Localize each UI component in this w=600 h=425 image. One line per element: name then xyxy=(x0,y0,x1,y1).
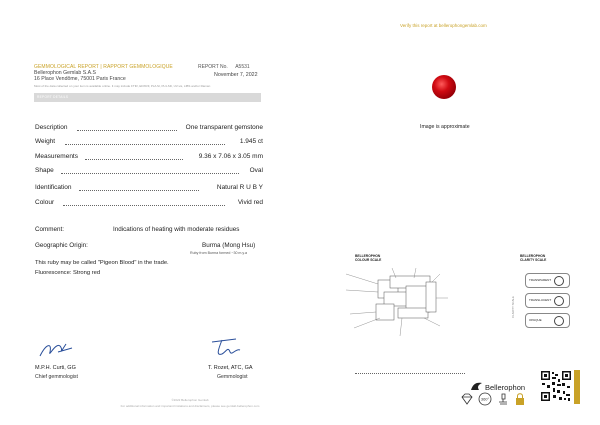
report-date: November 7, 2022 xyxy=(214,72,258,78)
origin-label: Geographic Origin: xyxy=(35,242,88,249)
bellerophon-logo-icon xyxy=(470,381,483,392)
origin-note: Ruby from Burma formed ~30 m.y.a xyxy=(190,251,247,255)
online-data-note: Most of the data collected on your item is available online. It may include FTIR, EDXRF, PL/LSI, PL/LSD, UV-vis, LIBS and/or Raman xyxy=(34,84,211,88)
leader-dots xyxy=(85,159,183,160)
leader-dots xyxy=(63,205,225,206)
leader-dots xyxy=(79,190,199,191)
field-row-colour xyxy=(35,199,263,208)
report-number-label: REPORT No. xyxy=(198,64,228,70)
colour-scale-label: BELLEROPHON COLOUR SCALE xyxy=(355,254,382,262)
svg-text:360°: 360° xyxy=(480,396,490,402)
qr-code[interactable] xyxy=(540,370,572,402)
lab-address: 16 Place Vendôme, 75001 Paris France xyxy=(34,76,126,82)
field-label: Shape xyxy=(35,167,54,174)
field-value: One transparent gemstone xyxy=(185,124,263,131)
field-value: 1.945 ct xyxy=(239,138,263,145)
footer-copyright: ©2022 Bellerophon Gemlab xyxy=(171,398,209,402)
clarity-gem-icon xyxy=(554,276,564,286)
section-bar-label: REPORT DETAILS xyxy=(37,95,69,99)
field-row-weight xyxy=(35,138,263,147)
colour-scale-diagram xyxy=(340,268,455,338)
field-label: Colour xyxy=(35,199,55,206)
lab-name: Bellerophon Gemlab S.A.S xyxy=(34,70,96,76)
field-value: Natural R U B Y xyxy=(216,184,263,191)
footer-disclaimer: For additional information and important limitations and disclaimers, please see gemlab.bellerophon.com xyxy=(120,404,260,408)
diamond-icon xyxy=(460,393,474,405)
comment-label: Comment: xyxy=(35,226,65,233)
signature-rozet xyxy=(208,336,242,360)
fluorescence: Fluorescence: Strong red xyxy=(35,270,101,276)
origin-value: Burma (Mong Hsu) xyxy=(202,242,256,249)
field-value: 9.36 x 7.06 x 3.05 mm xyxy=(198,153,263,160)
leader-dots xyxy=(61,173,239,174)
field-row-shape xyxy=(35,167,263,176)
field-row-description xyxy=(35,124,263,133)
pigeon-blood-note: This ruby may be called "Pigeon Blood" in the trade. xyxy=(35,260,169,266)
comment-value: Indications of heating with moderate residues xyxy=(113,226,240,233)
clarity-transparent xyxy=(525,273,570,288)
brand-name: Bellerophon xyxy=(485,383,526,392)
report-number-value: A5531 xyxy=(235,64,250,70)
field-row-identification xyxy=(35,184,263,193)
field-row-measurements xyxy=(35,153,263,162)
clarity-translucent xyxy=(525,293,570,308)
signatory-role-1: Chief gemmologist xyxy=(35,374,78,380)
leader-dots xyxy=(77,130,177,131)
field-label: Description xyxy=(35,124,68,131)
field-label: Weight xyxy=(35,138,56,145)
field-label: Measurements xyxy=(35,153,78,160)
clarity-gem-icon xyxy=(554,296,564,306)
clarity-item-label: OPAQUE xyxy=(529,318,542,322)
clarity-gem-icon xyxy=(554,316,564,326)
verify-link[interactable]: Verify this report at bellerophongemlab.com xyxy=(400,23,487,28)
clarity-item-label: TRANSLUCENT xyxy=(529,298,552,302)
field-value: Vivid red xyxy=(237,199,263,206)
field-label: Identification xyxy=(35,184,72,191)
gemstone-image xyxy=(432,75,456,99)
signatory-role-2: Gemmologist xyxy=(217,374,248,380)
report-number xyxy=(198,64,250,70)
clarity-scale-label: BELLEROPHON CLARITY SCALE xyxy=(520,254,547,262)
signatory-name-2: T. Rozet, ATC, GA xyxy=(208,365,253,371)
clarity-opaque xyxy=(525,313,570,328)
qr-side-stripe xyxy=(574,370,580,404)
colour-scale-rule xyxy=(355,372,465,374)
lock-icon xyxy=(514,392,526,406)
field-value: Oval xyxy=(249,167,263,174)
signature-curti xyxy=(38,338,74,360)
clarity-item-label: TRANSPARENT xyxy=(529,278,552,282)
leader-dots xyxy=(65,144,225,145)
report-title: GEMMOLOGICAL REPORT | RAPPORT GEMMOLOGIQUE xyxy=(34,64,173,70)
signatory-name-1: M.P.H. Curti, GG xyxy=(35,365,76,371)
image-approx-note: Image is approximate xyxy=(420,124,470,130)
section-bar xyxy=(34,93,261,102)
clarity-scale-side-label: CLARITY SCALE xyxy=(510,296,515,318)
microscope-icon xyxy=(496,392,510,406)
view-360-icon xyxy=(478,392,492,406)
